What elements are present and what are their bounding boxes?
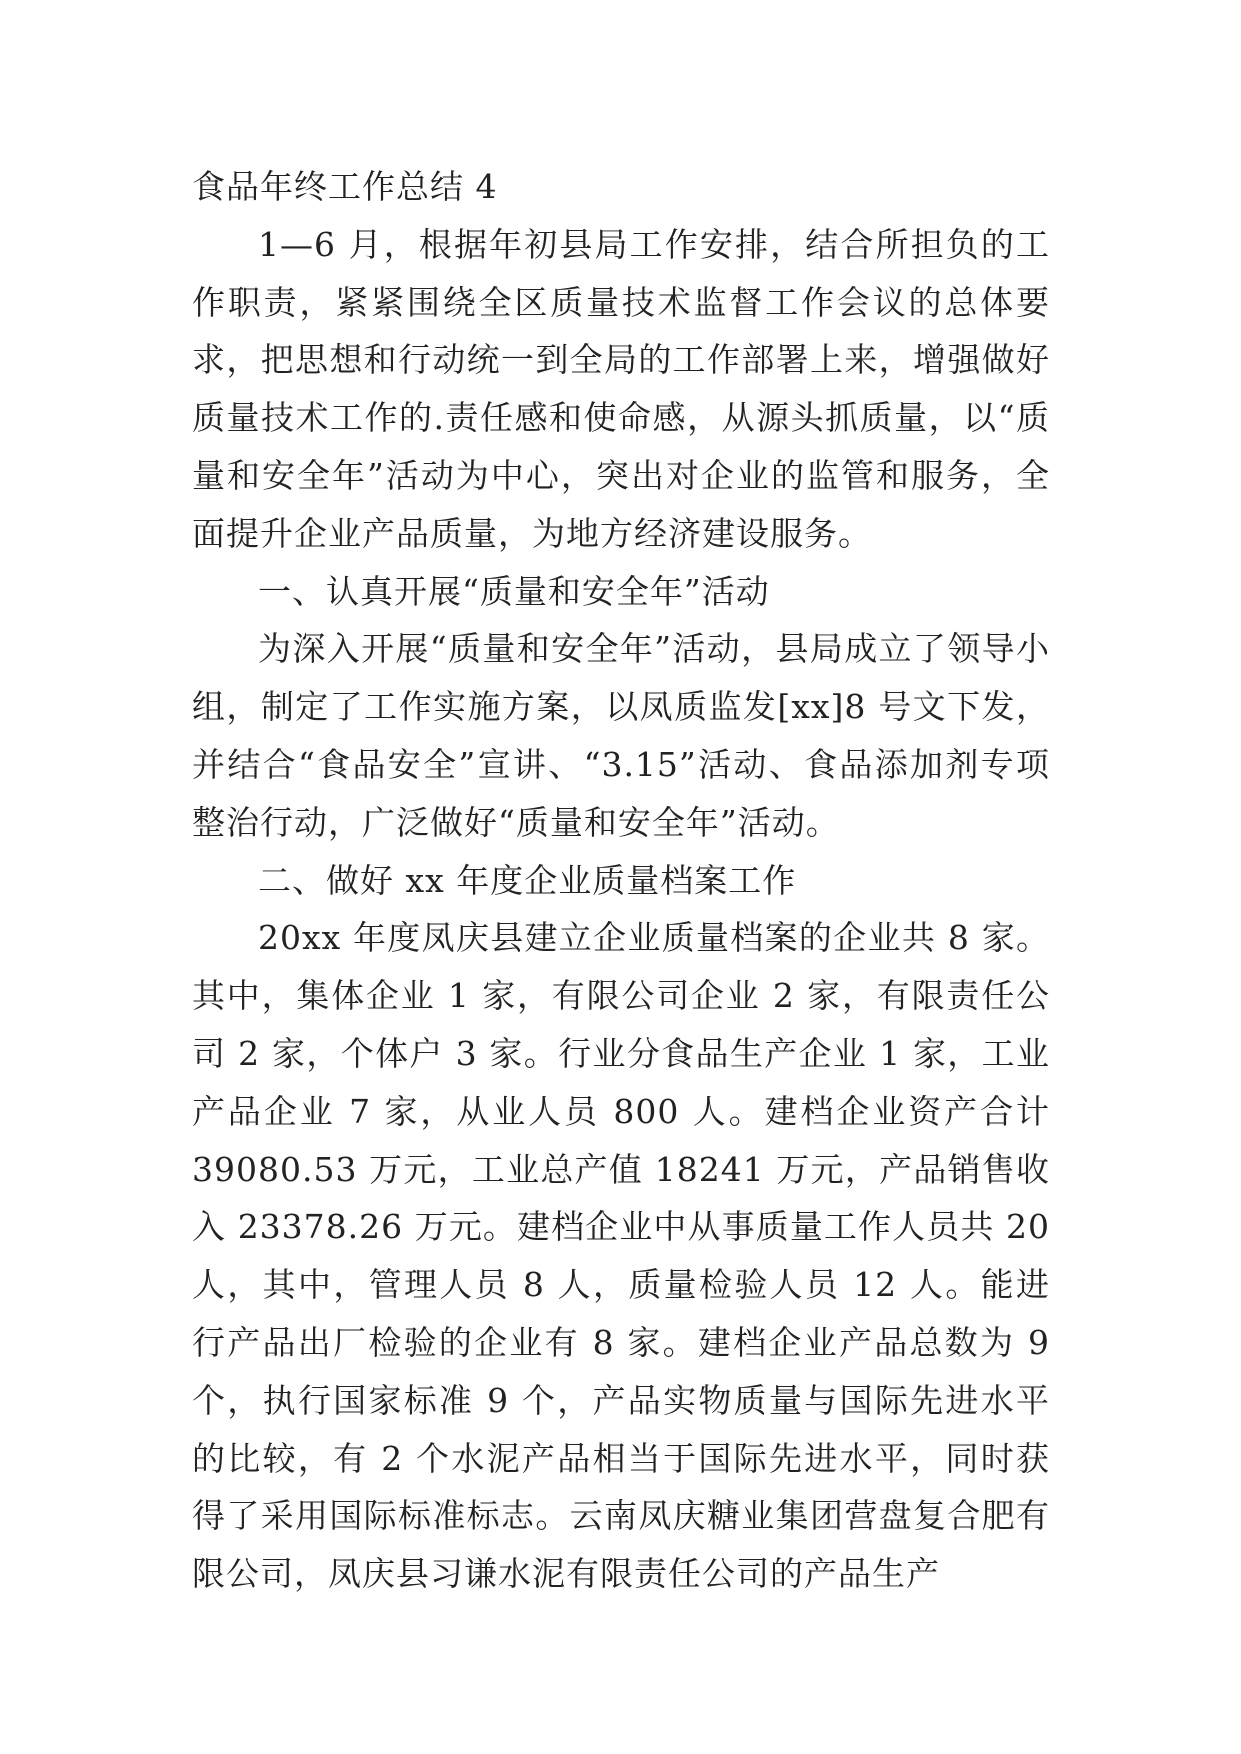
section-heading-1: 一、认真开展“质量和安全年”活动 xyxy=(258,571,770,611)
section-2-paragraph: 20xx 年度凤庆县建立企业质量档案的企业共 8 家。其中，集体企业 1 家，有限公司企业 2 家，有限责任公司 2 家，个体户 3 家。行业分食品生产企业 1 家，工业产品企业 7 家，从业人员 800 人。建档企业资产合计 39080.53 万元，工业总产值 18241 万元，产品销售收入 23378.26 万元。建档企业中从事质量工作人员共 20 人，其中，管理人员 8 人，质量检验人员 12 人。能进行产品出厂检验的企业有 8 家。建档企业产品总数为 9 个，执行国家标准 9 个，产品实物质量与国际先进水平的比较，有 2 个水泥产品相当于国际先进水平，同时获得了采用国际标准标志。云南凤庆糖业集团营盘复合肥有限公司，凤庆县习谦水泥有限责任公司的产品生产 xyxy=(192,918,1050,1594)
intro-paragraph: 1—6 月，根据年初县局工作安排，结合所担负的工作职责，紧紧围绕全区质量技术监督工作会议的总体要求，把思想和行动统一到全局的工作部署上来，增强做好质量技术工作的.责任感和使命感，从源头抓质量，以“质量和安全年”活动为中心，突出对企业的监管和服务，全面提升企业产品质量，为地方经济建设服务。 xyxy=(192,224,1050,553)
document-title: 食品年终工作总结 4 xyxy=(192,167,498,206)
document-body xyxy=(192,158,1050,1603)
section-heading-2: 二、做好 xx 年度企业质量档案工作 xyxy=(258,860,797,900)
section-1-paragraph: 为深入开展“质量和安全年”活动，县局成立了领导小组，制定了工作实施方案，以凤质监发[xx]8 号文下发，并结合“食品安全”宣讲、“3.15”活动、食品添加剂专项整治行动，广泛做好“质量和安全年”活动。 xyxy=(192,629,1050,842)
